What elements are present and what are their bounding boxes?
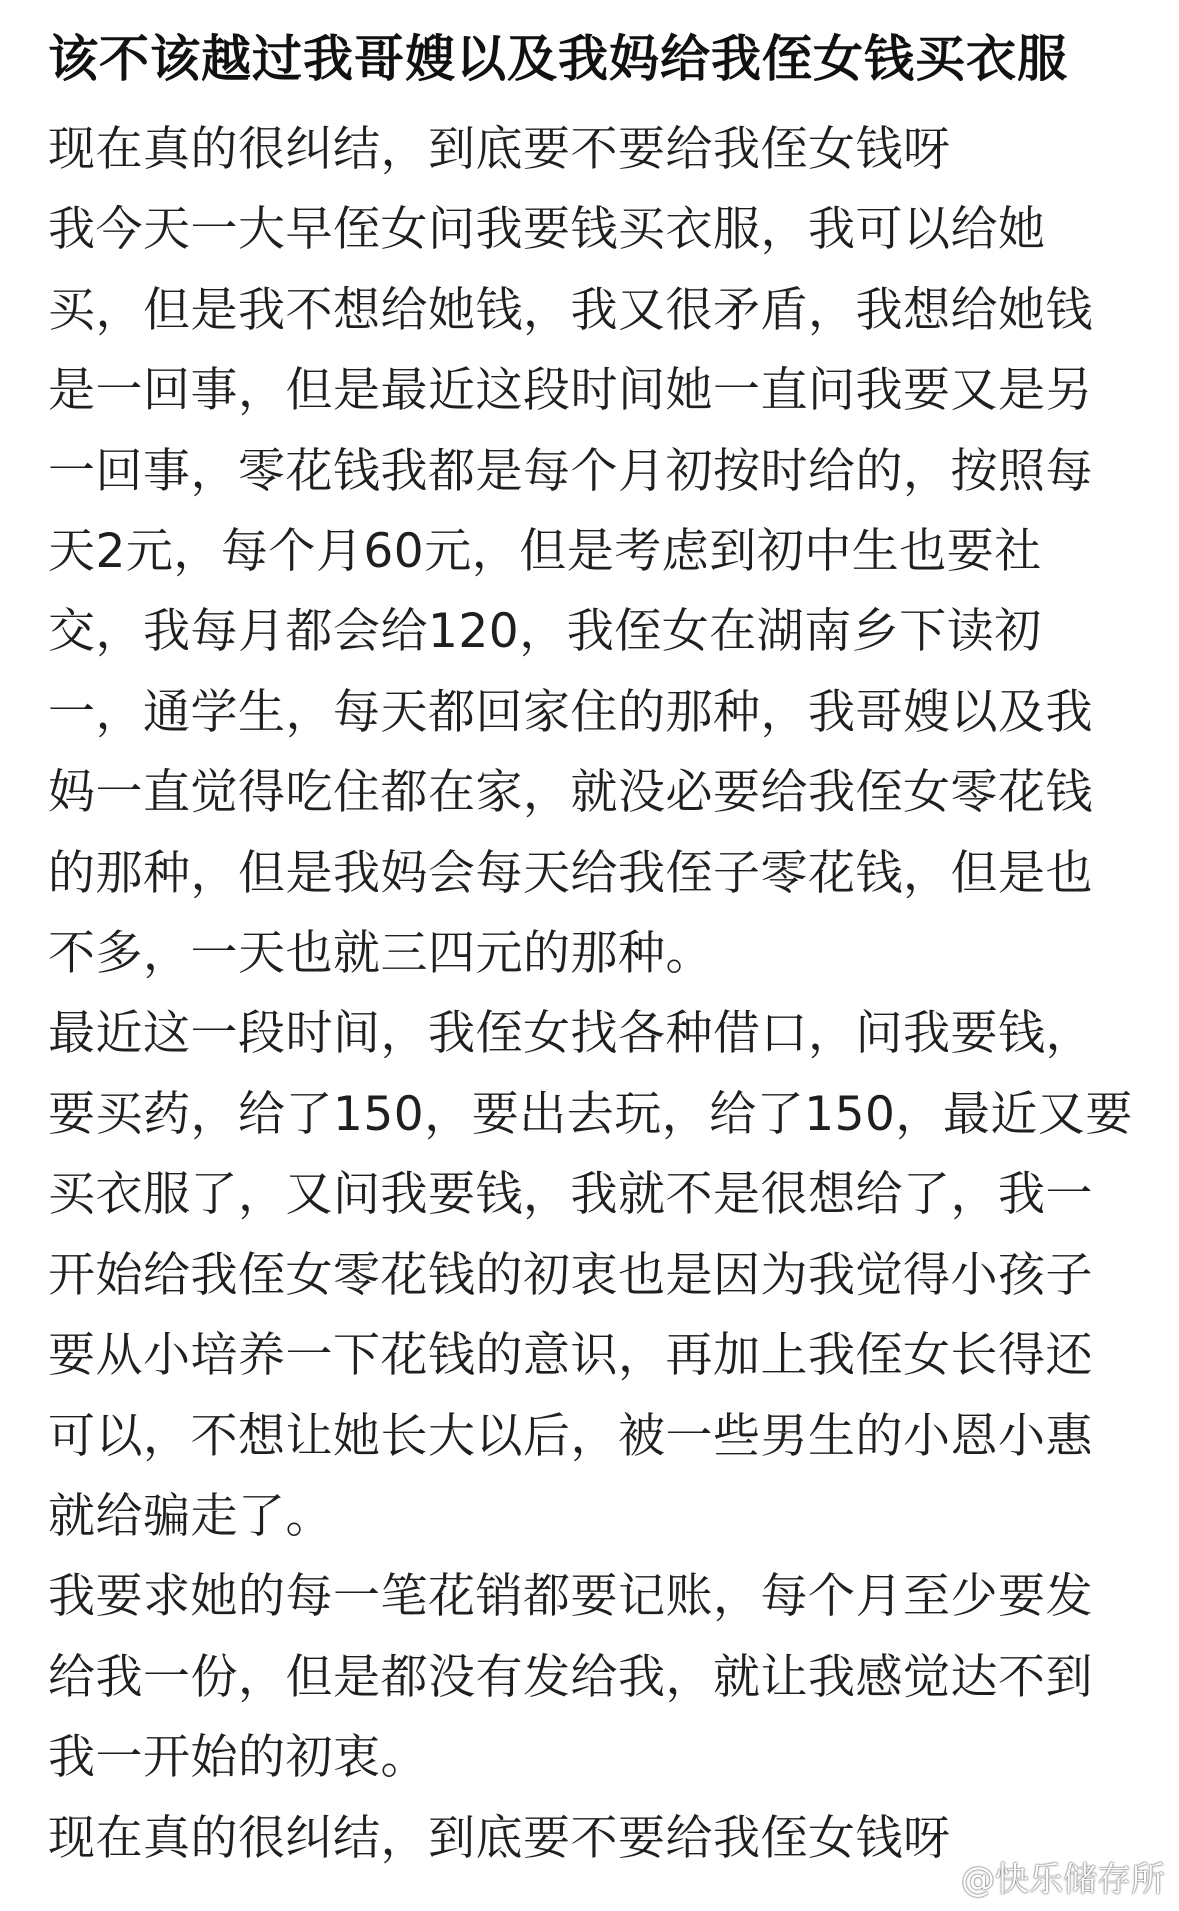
post-paragraph-3: 最近这一段时间，我侄女找各种借口，问我要钱，要买药，给了150，要出去玩，给了150，最近又要买衣服了，又问我要钱，我就不是很想给了，我一开始给我侄女零花钱的初衷也是因为我觉得小孩子要从小培养一下花钱的意识，再加上我侄女长得还可以，不想让她长大以后，被一些男生的小恩小惠就给骗走了。 [48, 1006, 1133, 1544]
watermark-text: @快乐储存所 [961, 1860, 1165, 1900]
weibo-icon [915, 1860, 955, 1894]
post-paragraph-5: 现在真的很纠结，到底要不要给我侄女钱呀 [48, 1810, 951, 1866]
post-paragraph-2: 我今天一大早侄女问我要钱买衣服，我可以给她买，但是我不想给她钱，我又很矛盾，我想给她钱是一回事，但是最近这段时间她一直问我要又是另一回事，零花钱我都是每个月初按时给的，按照每天2元，每个月60元，但是考虑到初中生也要社交，我每月都会给120，我侄女在湖南乡下读初一，通学生，每天都回家住的那种，我哥嫂以及我妈一直觉得吃住都在家，就没必要给我侄女零花钱的那种，但是我妈会每天给我侄子零花钱，但是也不多，一天也就三四元的那种。 [48, 202, 1093, 982]
post-paragraph-4: 我要求她的每一笔花销都要记账，每个月至少要发给我一份，但是都没有发给我，就让我感觉达不到我一开始的初衷。 [48, 1569, 1093, 1786]
post-paragraph-1: 现在真的很纠结，到底要不要给我侄女钱呀 [48, 122, 951, 177]
post-title: 该不该越过我哥嫂以及我妈给我侄女钱买衣服 [48, 30, 1068, 88]
post-content [48, 20, 1133, 1879]
watermark [915, 1852, 1165, 1901]
post-body [48, 110, 1133, 1879]
